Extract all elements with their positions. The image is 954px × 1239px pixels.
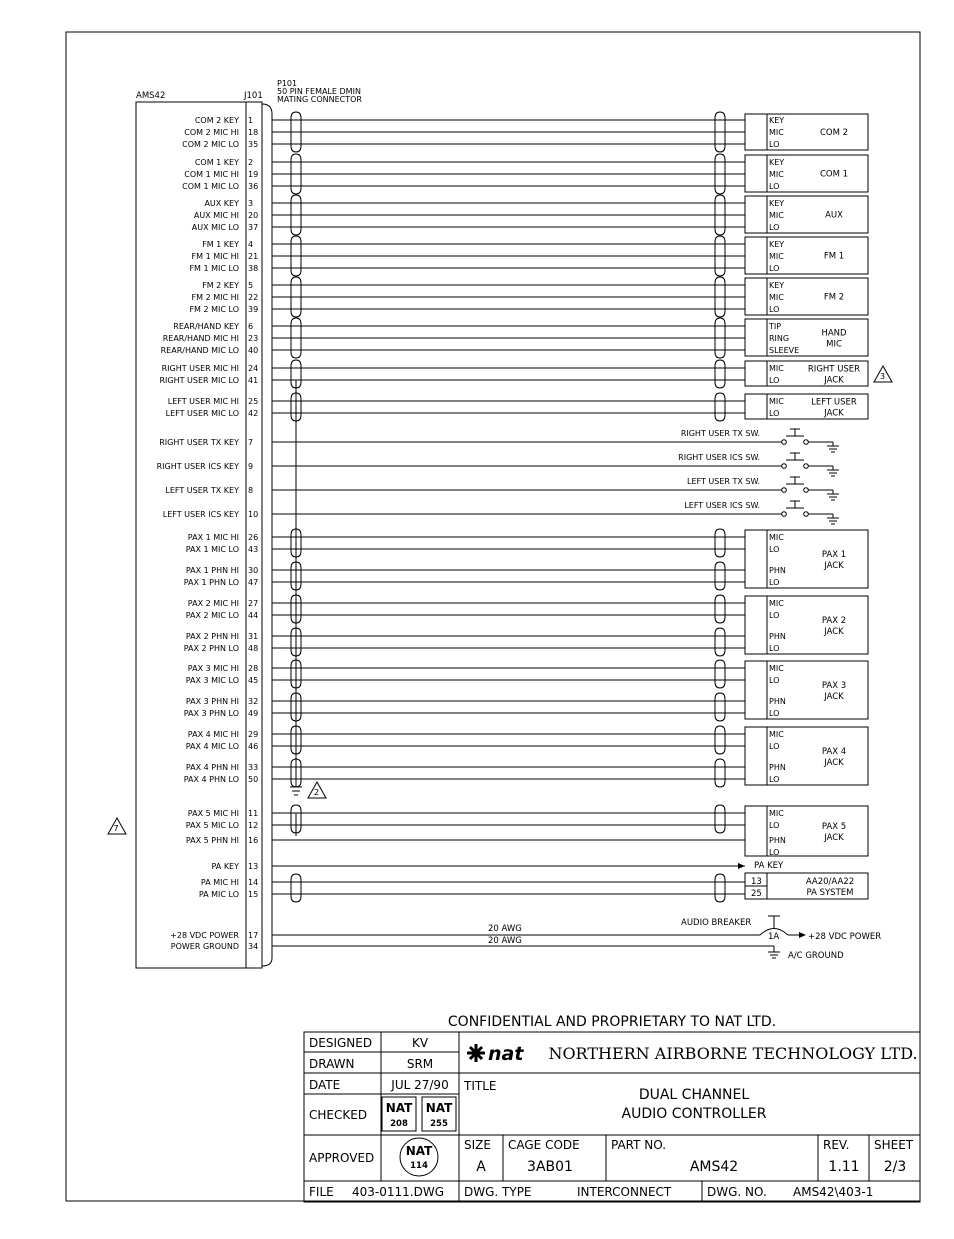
- pin-number: 4: [248, 240, 254, 249]
- drawn-value: SRM: [406, 1057, 434, 1071]
- pin-label: PAX 3 PHN HI: [185, 697, 239, 706]
- pin-number: 35: [248, 140, 259, 149]
- pin-number: 22: [248, 293, 259, 302]
- part-no-value: AMS42: [689, 1159, 739, 1175]
- switch-label: LEFT USER ICS SW.: [684, 501, 760, 510]
- device-box: [745, 530, 868, 588]
- title-label: TITLE: [464, 1079, 497, 1093]
- pin-label: PAX 1 PHN HI: [185, 566, 239, 575]
- device-name: PAX 2: [821, 616, 847, 626]
- pa-pin-25: 25: [751, 889, 762, 899]
- pin-number: 29: [248, 730, 259, 739]
- cage-code-value: 3AB01: [527, 1159, 573, 1175]
- size-value: A: [476, 1159, 486, 1175]
- push-switch: [678, 453, 839, 476]
- device-terminal: MIC: [769, 364, 784, 373]
- device-terminal: MIC: [769, 211, 784, 220]
- pin-number: 28: [248, 664, 259, 673]
- device-terminal: LO: [769, 644, 780, 653]
- shields: [290, 112, 725, 902]
- pin-label: PAX 3 MIC HI: [187, 664, 239, 673]
- device-name: MIC: [826, 339, 842, 350]
- breaker-rating: 1A: [768, 932, 780, 942]
- device-terminal: RING: [769, 334, 790, 343]
- pin-label: COM 2 MIC HI: [184, 128, 239, 137]
- device-terminal: MIC: [769, 533, 784, 542]
- pin-number: 12: [248, 821, 259, 830]
- designed-value: KV: [411, 1036, 429, 1050]
- shield: [715, 805, 725, 833]
- pin-label: PAX 5 MIC HI: [187, 809, 239, 818]
- device-box: [745, 394, 868, 419]
- pin-number: 38: [248, 264, 259, 273]
- device-terminal: LO: [769, 742, 780, 751]
- pin-number: 31: [248, 632, 259, 641]
- svg-text:255: 255: [430, 1119, 448, 1129]
- device-terminal: LO: [769, 611, 780, 620]
- device-terminal: PHN: [769, 763, 786, 772]
- ground-icon: [827, 490, 839, 500]
- device-box: [745, 806, 868, 857]
- device-terminal: PHN: [769, 632, 786, 641]
- device-box: [745, 155, 868, 192]
- date-value: JUL 27/90: [391, 1078, 449, 1092]
- device-terminal: LO: [769, 545, 780, 554]
- push-switch: [684, 501, 839, 524]
- device-terminal: LO: [769, 578, 780, 587]
- pin-label: COM 1 KEY: [194, 158, 239, 167]
- pin-label: PAX 3 MIC LO: [185, 676, 239, 685]
- switch-label: RIGHT USER TX SW.: [680, 429, 760, 438]
- shield: [715, 660, 725, 688]
- switch-label: LEFT USER TX SW.: [686, 477, 760, 486]
- pin-number: 47: [248, 578, 259, 587]
- pin-label: PAX 4 MIC LO: [185, 742, 239, 751]
- device-terminal: PHN: [769, 566, 786, 575]
- note-7-triangle: [108, 818, 126, 834]
- device-box: [745, 319, 868, 356]
- device-terminal: MIC: [769, 252, 784, 261]
- device-name: FM 1: [823, 251, 845, 262]
- pin-label: COM 1 MIC LO: [182, 182, 239, 191]
- device-terminal: PHN: [769, 697, 786, 706]
- pin-label: FM 2 KEY: [202, 281, 239, 290]
- device-terminal: KEY: [769, 281, 785, 290]
- designed-label: DESIGNED: [309, 1036, 373, 1050]
- pin-label: PAX 1 MIC LO: [185, 545, 239, 554]
- device-terminal: LO: [769, 709, 780, 718]
- pin-label: PAX 2 MIC HI: [187, 599, 239, 608]
- pin-number: 30: [248, 566, 259, 575]
- device-name: RIGHT USER: [807, 364, 861, 375]
- shield: [715, 693, 725, 721]
- device-name: FM 2: [823, 292, 845, 303]
- device-terminal: TIP: [769, 322, 782, 331]
- device-terminal: LO: [769, 140, 780, 149]
- pa-key-arrow: [738, 863, 745, 869]
- pin-label: COM 2 MIC LO: [182, 140, 239, 149]
- shield: [291, 874, 301, 902]
- device-name: LEFT USER: [811, 397, 857, 408]
- shield: [715, 595, 725, 623]
- dwg-no-value: AMS42\403-1: [793, 1185, 874, 1199]
- device-terminal: LO: [769, 223, 780, 232]
- confidential-notice: CONFIDENTIAL AND PROPRIETARY TO NAT LTD.: [447, 1014, 777, 1030]
- device-name: JACK: [824, 833, 844, 843]
- push-switch: [687, 477, 839, 500]
- size-label: SIZE: [464, 1138, 491, 1152]
- device-name: COM 1: [819, 169, 849, 180]
- pin-number: 40: [248, 346, 259, 355]
- svg-text:nat: nat: [488, 1043, 524, 1065]
- pin-label: PAX 2 PHN HI: [185, 632, 239, 641]
- cage-code-label: CAGE CODE: [508, 1138, 580, 1152]
- pin-number: 14: [248, 878, 259, 887]
- pin-label: LEFT USER MIC HI: [167, 397, 239, 406]
- push-switch: [681, 429, 839, 452]
- pin-label: AUX KEY: [204, 199, 239, 208]
- approved-label: APPROVED: [309, 1151, 375, 1165]
- pin-label: PA MIC HI: [200, 878, 239, 887]
- pin-number: 34: [248, 942, 259, 951]
- pin-label: FM 2 MIC HI: [191, 293, 239, 302]
- pin-label: RIGHT USER ICS KEY: [156, 462, 239, 471]
- pin-label: LEFT USER TX KEY: [165, 486, 239, 495]
- pin-number: 45: [248, 676, 259, 685]
- date-label: DATE: [309, 1078, 341, 1092]
- device-terminal: LO: [769, 182, 780, 191]
- title-line-1: DUAL CHANNEL: [638, 1087, 750, 1103]
- device-terminal: MIC: [769, 128, 784, 137]
- pin-label: PAX 4 MIC HI: [187, 730, 239, 739]
- pin-label: PAX 3 PHN LO: [183, 709, 239, 718]
- device-name: JACK: [824, 692, 844, 702]
- svg-text:NAT: NAT: [405, 1144, 433, 1158]
- pin-number: 16: [248, 836, 259, 845]
- device-terminal: MIC: [769, 170, 784, 179]
- wires: [272, 120, 806, 946]
- pin-number: 19: [248, 170, 259, 179]
- shield: [715, 393, 725, 421]
- wire-gauge-1: 20 AWG: [488, 924, 522, 934]
- checked-stamp-255: [422, 1097, 456, 1131]
- pin-number: 37: [248, 223, 259, 232]
- shield: [715, 562, 725, 590]
- device-terminal: PHN: [769, 836, 786, 845]
- device-name: JACK: [824, 758, 844, 768]
- device-terminal: LO: [769, 305, 780, 314]
- pin-label: PAX 5 MIC LO: [185, 821, 239, 830]
- checked-label: CHECKED: [309, 1108, 368, 1122]
- device-name: PAX 3: [821, 681, 847, 691]
- jack-label: J101: [244, 91, 263, 101]
- pin-number: 13: [248, 862, 259, 871]
- ground-icon: [768, 952, 780, 958]
- rev-value: 1.11: [828, 1159, 860, 1175]
- device-terminal: MIC: [769, 664, 784, 673]
- note-2-triangle: [308, 782, 326, 798]
- pin-number: 5: [248, 281, 254, 290]
- svg-text:3: 3: [880, 372, 886, 381]
- title-block: [304, 1014, 920, 1202]
- shield: [715, 759, 725, 787]
- pin-label: PAX 1 MIC HI: [187, 533, 239, 542]
- switches: [678, 429, 839, 524]
- device-terminal: KEY: [769, 116, 785, 125]
- pa-system-line-1: AA20/AA22: [805, 877, 855, 887]
- device-box: [745, 278, 868, 315]
- device-terminal: LO: [769, 376, 780, 385]
- device-box: [745, 727, 868, 785]
- ground-icon: [827, 514, 839, 524]
- shield: [715, 360, 725, 388]
- device-terminal: KEY: [769, 158, 785, 167]
- device-terminal: MIC: [769, 293, 784, 302]
- pin-label: COM 2 KEY: [194, 116, 239, 125]
- pin-number: 9: [248, 462, 254, 471]
- pin-number: 32: [248, 697, 259, 706]
- sheet-label: SHEET: [874, 1138, 914, 1152]
- power-arrow: [799, 932, 806, 938]
- rev-label: REV.: [823, 1138, 850, 1152]
- pin-number: 25: [248, 397, 259, 406]
- power-label: +28 VDC POWER: [808, 932, 882, 942]
- pin-number: 50: [248, 775, 259, 784]
- device-box: [745, 361, 868, 386]
- device-terminal: SLEEVE: [769, 346, 800, 355]
- pin-number: 8: [248, 486, 254, 495]
- pin-number: 6: [248, 322, 254, 331]
- pa-pin-13: 13: [751, 877, 762, 887]
- pin-number: 23: [248, 334, 259, 343]
- pin-label: PAX 4 PHN HI: [185, 763, 239, 772]
- pin-label: PAX 2 MIC LO: [185, 611, 239, 620]
- pin-number: 20: [248, 211, 259, 220]
- pin-label: FM 1 MIC LO: [189, 264, 239, 273]
- checked-stamp-208: [382, 1097, 416, 1131]
- svg-text:2: 2: [314, 788, 320, 797]
- pin-number: 49: [248, 709, 259, 718]
- approved-stamp-114: [400, 1138, 438, 1176]
- pin-number: 33: [248, 763, 259, 772]
- pin-number: 44: [248, 611, 259, 620]
- ground-icon: [827, 442, 839, 452]
- file-label: FILE: [309, 1185, 334, 1199]
- device-box: [745, 196, 868, 233]
- pin-rows: [157, 116, 259, 951]
- pin-label: PAX 5 PHN HI: [185, 836, 239, 845]
- title-line-2: AUDIO CONTROLLER: [621, 1106, 767, 1122]
- dwg-no-label: DWG. NO.: [707, 1185, 767, 1199]
- pin-number: 41: [248, 376, 259, 385]
- breaker-label: AUDIO BREAKER: [681, 918, 752, 928]
- pin-number: 42: [248, 409, 259, 418]
- pin-number: 17: [248, 931, 259, 940]
- device-name: JACK: [824, 375, 844, 386]
- svg-text:NAT: NAT: [425, 1101, 453, 1115]
- pin-label: REAR/HAND MIC HI: [162, 334, 239, 343]
- device-terminal: LO: [769, 848, 780, 857]
- device-terminal: LO: [769, 821, 780, 830]
- dwg-type-value: INTERCONNECT: [577, 1185, 672, 1199]
- shield: [715, 874, 725, 902]
- pin-number: 2: [248, 158, 254, 167]
- device-terminal: LO: [769, 676, 780, 685]
- pin-number: 10: [248, 510, 259, 519]
- wire-gauge-2: 20 AWG: [488, 936, 522, 946]
- pin-number: 18: [248, 128, 259, 137]
- pin-number: 11: [248, 809, 259, 818]
- device-name: JACK: [824, 408, 844, 419]
- pin-label: LEFT USER ICS KEY: [162, 510, 239, 519]
- shield: [715, 529, 725, 557]
- pin-label: REAR/HAND KEY: [173, 322, 239, 331]
- device-name: PAX 4: [821, 747, 847, 757]
- pin-label: FM 1 MIC HI: [191, 252, 239, 261]
- device-box: [745, 596, 868, 654]
- pin-number: 26: [248, 533, 259, 542]
- pin-number: 15: [248, 890, 259, 899]
- pin-label: RIGHT USER MIC HI: [161, 364, 239, 373]
- ground-icon: [290, 787, 302, 795]
- pin-label: FM 2 MIC LO: [189, 305, 239, 314]
- device-terminal: MIC: [769, 397, 784, 406]
- device-terminal: LO: [769, 409, 780, 418]
- pin-number: 27: [248, 599, 259, 608]
- pin-label: AUX MIC HI: [193, 211, 239, 220]
- device-terminal: LO: [769, 775, 780, 784]
- device-terminal: MIC: [769, 809, 784, 818]
- connector-label-1: P101: [277, 79, 298, 88]
- switch-label: RIGHT USER ICS SW.: [678, 453, 760, 462]
- device-terminal: KEY: [769, 199, 785, 208]
- pin-label: PAX 4 PHN LO: [183, 775, 239, 784]
- device-terminal: LO: [769, 264, 780, 273]
- pa-key-label: PA KEY: [754, 861, 784, 871]
- pin-label: POWER GROUND: [170, 942, 239, 951]
- device-box: [745, 661, 868, 719]
- drawn-label: DRAWN: [309, 1057, 355, 1071]
- ground-icon: [827, 466, 839, 476]
- device-name: PAX 5: [821, 822, 847, 832]
- device-terminal: MIC: [769, 599, 784, 608]
- shield: [715, 726, 725, 754]
- shield: [715, 628, 725, 656]
- pin-number: 39: [248, 305, 259, 314]
- pin-label: REAR/HAND MIC LO: [160, 346, 239, 355]
- device-name: JACK: [824, 627, 844, 637]
- part-no-label: PART NO.: [611, 1138, 667, 1152]
- pin-number: 43: [248, 545, 259, 554]
- pin-label: COM 1 MIC HI: [184, 170, 239, 179]
- pa-system-line-2: PA SYSTEM: [806, 888, 854, 898]
- pin-label: +28 VDC POWER: [170, 931, 239, 940]
- pin-label: PA MIC LO: [198, 890, 239, 899]
- company-name: NORTHERN AIRBORNE TECHNOLOGY LTD.: [548, 1044, 918, 1063]
- device-name: HAND: [821, 328, 847, 339]
- device-terminal: MIC: [769, 730, 784, 739]
- device-terminal: KEY: [769, 240, 785, 249]
- device-box: [745, 237, 868, 274]
- pin-number: 46: [248, 742, 259, 751]
- device-name: COM 2: [819, 128, 849, 138]
- device-box: [745, 114, 868, 150]
- pin-number: 7: [248, 438, 254, 447]
- pin-label: FM 1 KEY: [202, 240, 239, 249]
- svg-text:114: 114: [410, 1161, 428, 1171]
- pin-label: PA KEY: [211, 862, 239, 871]
- pin-number: 24: [248, 364, 259, 373]
- connector-label-3: MATING CONNECTOR: [277, 95, 362, 104]
- pin-label: AUX MIC LO: [191, 223, 239, 232]
- device-name: PAX 1: [821, 550, 847, 560]
- svg-text:7: 7: [113, 824, 119, 833]
- pin-number: 21: [248, 252, 259, 261]
- p101-connector-body: [262, 104, 272, 966]
- pin-label: PAX 2 PHN LO: [183, 644, 239, 653]
- device-boxes: [745, 114, 868, 857]
- svg-text:NAT: NAT: [385, 1101, 413, 1115]
- svg-text:208: 208: [390, 1119, 408, 1129]
- ground-label: A/C GROUND: [788, 951, 844, 961]
- pin-label: LEFT USER MIC LO: [165, 409, 239, 418]
- file-value: 403-0111.DWG: [352, 1185, 444, 1199]
- sheet-value: 2/3: [883, 1159, 907, 1175]
- pin-label: RIGHT USER MIC LO: [159, 376, 239, 385]
- device-name: AUX: [825, 210, 843, 221]
- dwg-type-label: DWG. TYPE: [464, 1185, 532, 1199]
- nat-logo-icon: [467, 1043, 524, 1065]
- device-name: JACK: [824, 561, 844, 571]
- connector-label-2: 50 PIN FEMALE DMIN: [277, 87, 361, 96]
- pin-number: 1: [248, 116, 254, 125]
- unit-label: AMS42: [136, 91, 166, 101]
- pin-number: 48: [248, 644, 259, 653]
- pin-label: PAX 1 PHN LO: [183, 578, 239, 587]
- note-3-triangle: [874, 366, 892, 382]
- pin-number: 3: [248, 199, 254, 208]
- pin-label: RIGHT USER TX KEY: [159, 438, 239, 447]
- pin-number: 36: [248, 182, 259, 191]
